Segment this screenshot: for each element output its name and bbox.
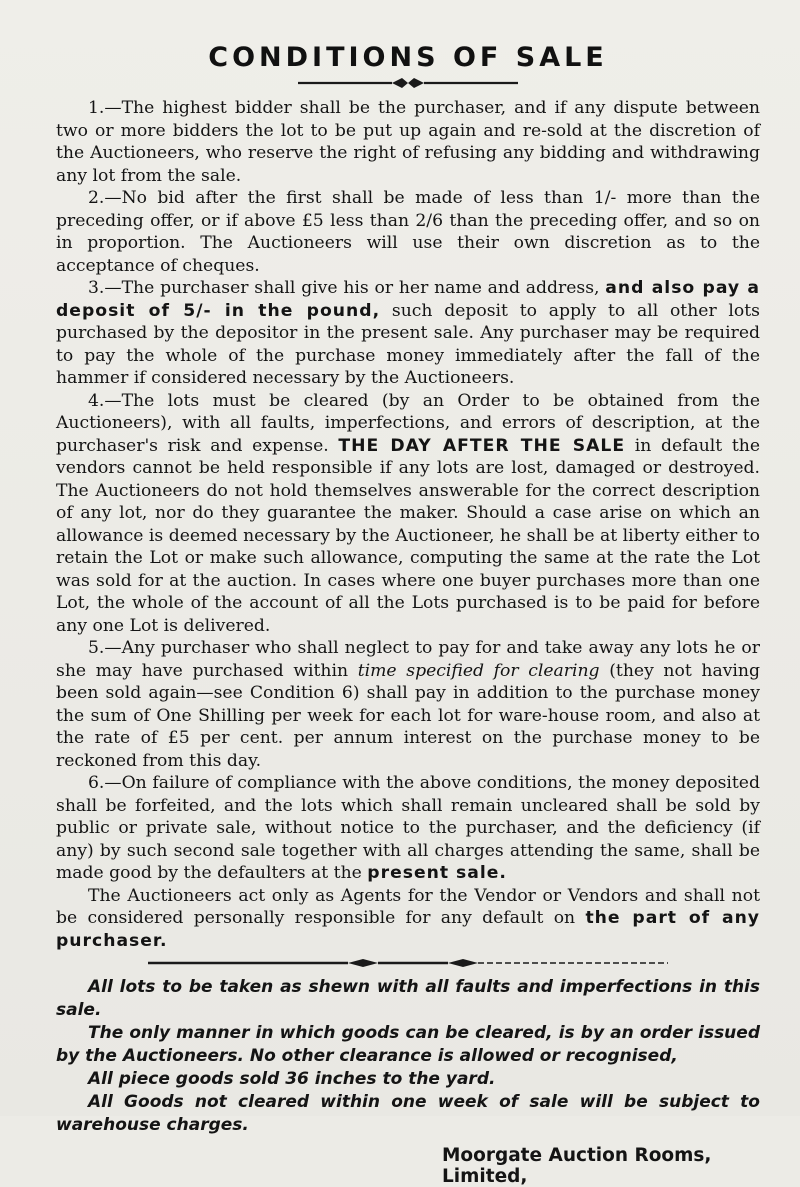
note-item: All Goods not cleared within one week of sale will be subject to warehouse charges. xyxy=(56,1092,760,1135)
agents-clause-bold: the part of any purchaser. xyxy=(56,908,761,951)
page-title: CONDITIONS OF SALE xyxy=(208,42,608,73)
note-item: All piece goods sold 36 inches to the yard. xyxy=(88,1069,496,1089)
condition-5-italic: time specified for clearing xyxy=(357,660,600,681)
note-item: All lots to be taken as shewn with all faults and imperfections in this sale. xyxy=(56,977,760,1020)
condition-6-bold: present sale. xyxy=(367,863,507,883)
condition-2-text: 2.—No bid after the first shall be made of less than 1/- more than the preceding offer, or if above £5 less than 2/6 than the preceding offer, and so on in proportion. The Auctioneers will use their own discretion as to the acceptance of cheques. xyxy=(56,188,760,276)
condition-5-text-end: (they not having been sold again—see Condition 6) shall pay in addition to the purchase money the sum of One Shilling per week for each lot for ware-house room, and also at the rate of £5 per cent. per annum interest on the purchase money to be reckoned from this day. xyxy=(56,660,760,771)
condition-1-text: 1.—The highest bidder shall be the purchaser, and if any dispute between two or more bidders the lot to be put up again and re-sold at the discretion of the Auctioneers, who reserve the right of refusing any bidding and withdrawing any lot from the sale. xyxy=(56,98,760,186)
condition-5 xyxy=(56,637,760,772)
notes-section xyxy=(56,976,760,1137)
title-ornament xyxy=(298,77,518,89)
agents-clause-text: The Auctioneers act only as Agents for the Vendor or Vendors and shall not be considered personally responsible for any default on xyxy=(56,885,760,928)
auctioneer-signature: Moorgate Auction Rooms, Limited, xyxy=(442,1145,712,1187)
condition-3-text-end: such deposit to apply to all other lots purchased by the depositor in the present sale. Any purchaser may be required to pay the whole of the purchase money immediately after the fall of the hammer if considered necessary by the Auctioneers. xyxy=(56,300,760,388)
note-item: The only manner in which goods can be cleared, is by an order issued by the Auctioneers. No other clearance is allowed or recognised, xyxy=(56,1023,760,1066)
condition-4 xyxy=(56,390,760,638)
condition-3-text-start: 3.—The purchaser shall give his or her name and address, xyxy=(88,278,600,298)
conditions-list xyxy=(56,97,760,952)
condition-4-text-end: in default the vendors cannot be held responsible if any lots are lost, damaged or destroyed. The Auctioneers do not hold themselves answerable for the correct description of any lot, nor do they guarantee the maker. Should a case arise on which an allowance is deemed necessary by the Auctioneer, he shall be at liberty either to retain the Lot or make such allowance, computing the same at the rate the Lot was sold for at the auction. In cases where one buyer purchases more than one Lot, the whole of the account of all the Lots purchased is to be paid for before any one Lot is delivered. xyxy=(56,435,760,636)
condition-3-deposit-emphasis: and also pay a deposit of 5/- in the pound, xyxy=(56,278,760,321)
condition-4-text-start: 4.—The lots must be cleared (by an Order to be obtained from the Auctioneers), with all faults, imperfections, and errors of description, at the purchaser's risk and expense. xyxy=(56,390,760,456)
condition-4-day-after-emphasis: THE DAY AFTER THE SALE xyxy=(338,435,626,456)
condition-5-text-start: 5.—Any purchaser who shall neglect to pay for and take away any lots he or she may have purchased within xyxy=(56,638,760,681)
condition-1 xyxy=(56,97,760,187)
agents-clause xyxy=(56,885,760,953)
condition-6 xyxy=(56,772,760,885)
condition-2 xyxy=(56,187,760,277)
condition-3 xyxy=(56,277,760,390)
section-divider xyxy=(148,958,668,968)
condition-6-text-start: 6.—On failure of compliance with the above conditions, the money deposited shall be forfeited, and the lots which shall remain uncleared shall be sold by public or private sale, without notice to the purchaser, and the deficiency (if any) by such second sale together with all charges attending the same, shall be made good by the defaulters at the xyxy=(56,773,760,883)
